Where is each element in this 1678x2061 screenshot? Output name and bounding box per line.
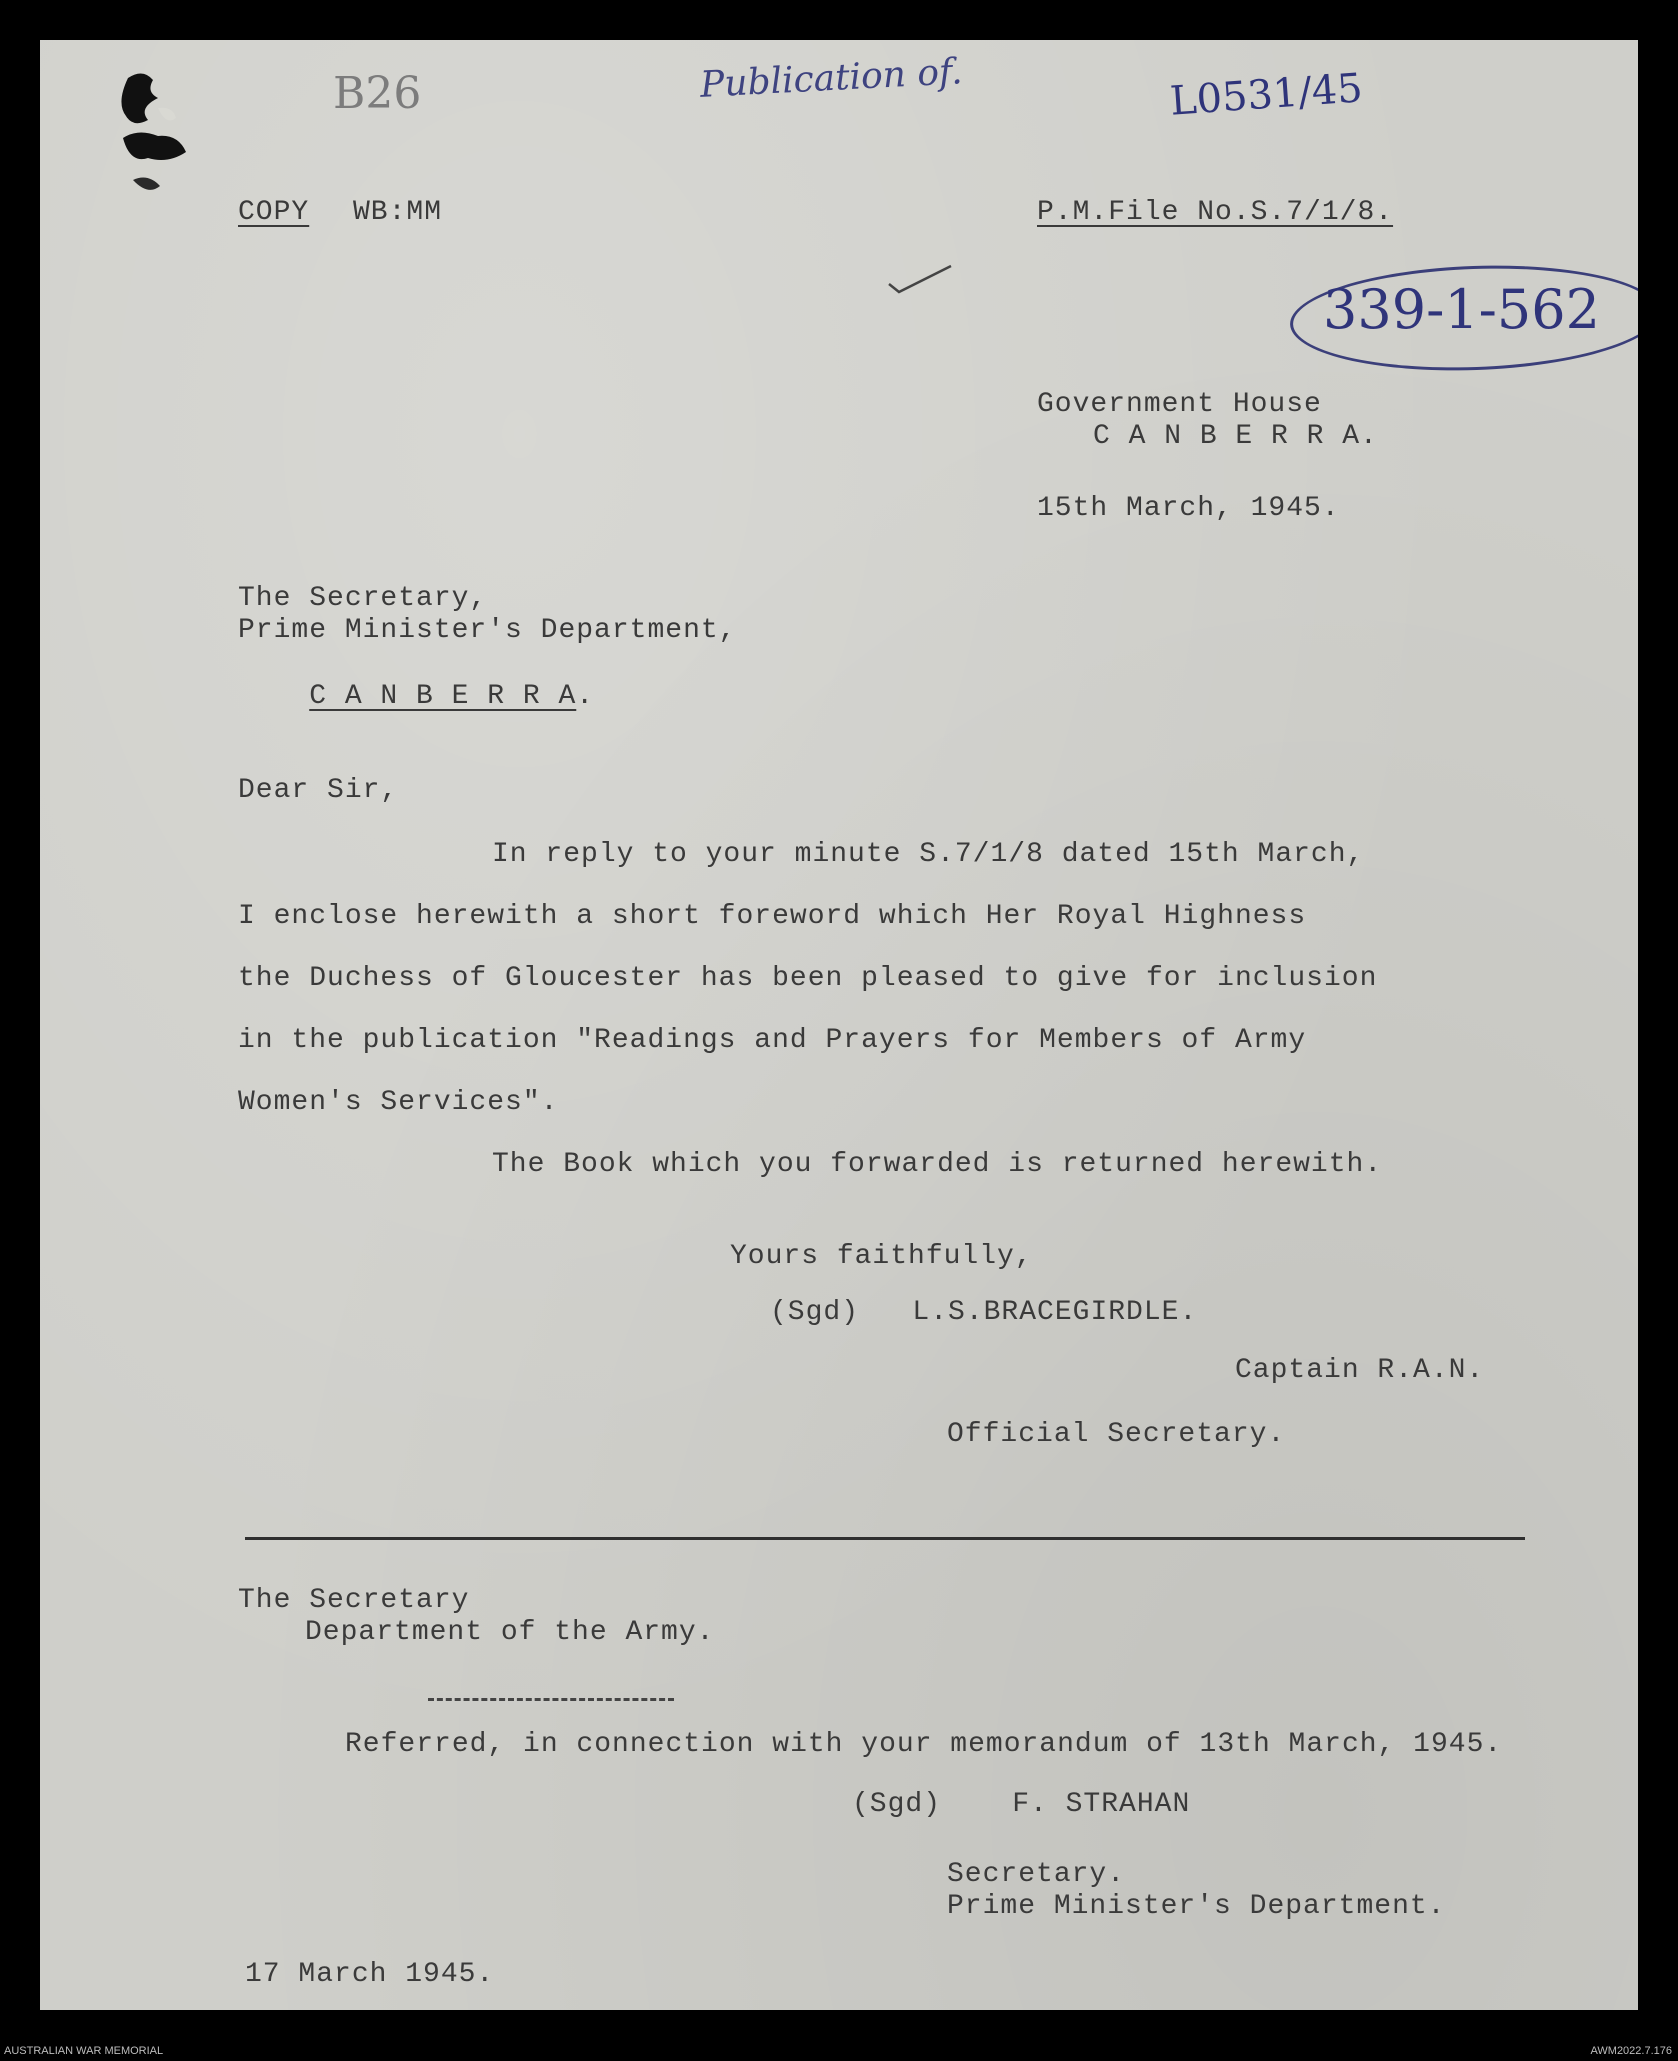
body-line-3: the Duchess of Gloucester has been pleased to give for inclusion xyxy=(238,963,1378,994)
torn-paper-mark xyxy=(98,68,218,218)
handwritten-circled-number: 339-1-562 xyxy=(1323,278,1600,341)
file-reference: P.M.File No.S.7/1/8. xyxy=(1037,197,1394,228)
recipient-line3 xyxy=(238,646,594,748)
salutation: Dear Sir, xyxy=(238,775,399,806)
document-page xyxy=(40,40,1638,2010)
recipient-city-period: . xyxy=(576,681,595,712)
copy-label: COPY xyxy=(238,197,310,228)
handwritten-note: Publication of. xyxy=(699,51,964,106)
minute-date: 17 March 1945. xyxy=(245,1959,495,1990)
body-line-1: In reply to your minute S.7/1/8 dated 15th March, xyxy=(492,839,1365,870)
handwritten-file-ref: L0531/45 xyxy=(1168,65,1365,125)
body-line-2: I enclose herewith a short foreword which Her Royal Highness xyxy=(238,901,1307,932)
minute-to-line2: Department of the Army. xyxy=(305,1617,715,1648)
sender-address-line2: C A N B E R R A. xyxy=(1093,421,1378,452)
minute-title-line1: Secretary. xyxy=(947,1859,1126,1890)
minute-signature: (Sgd) F. STRAHAN xyxy=(852,1789,1191,1820)
body-paragraph-2: The Book which you forwarded is returned herewith. xyxy=(492,1149,1383,1180)
closing: Yours faithfully, xyxy=(730,1241,1033,1272)
minute-to-line1: The Secretary xyxy=(238,1585,470,1616)
sender-address-line1: Government House xyxy=(1037,389,1322,420)
body-line-5: Women's Services". xyxy=(238,1087,559,1118)
footer-accession: AWM2022.7.176 xyxy=(1590,2045,1672,2057)
footer-institution: AUSTRALIAN WAR MEMORIAL xyxy=(4,2045,164,2057)
separator-line xyxy=(245,1537,1525,1540)
typist-initials: WB:MM xyxy=(353,197,443,228)
signatory-rank: Captain R.A.N. xyxy=(1235,1355,1485,1386)
tick-mark-icon xyxy=(885,262,955,302)
handwritten-code: B26 xyxy=(333,68,422,119)
recipient-line1: The Secretary, xyxy=(238,583,488,614)
recipient-line2: Prime Minister's Department, xyxy=(238,615,737,646)
signatory-title: Official Secretary. xyxy=(947,1419,1286,1450)
signature: (Sgd) L.S.BRACEGIRDLE. xyxy=(770,1297,1198,1328)
body-line-4: in the publication "Readings and Prayers for Members of Army xyxy=(238,1025,1307,1056)
letter-date: 15th March, 1945. xyxy=(1037,493,1340,524)
minute-title-line2: Prime Minister's Department. xyxy=(947,1891,1446,1922)
dashed-divider xyxy=(428,1698,674,1701)
recipient-city: C A N B E R R A xyxy=(309,681,577,712)
minute-body: Referred, in connection with your memorandum of 13th March, 1945. xyxy=(345,1729,1503,1760)
